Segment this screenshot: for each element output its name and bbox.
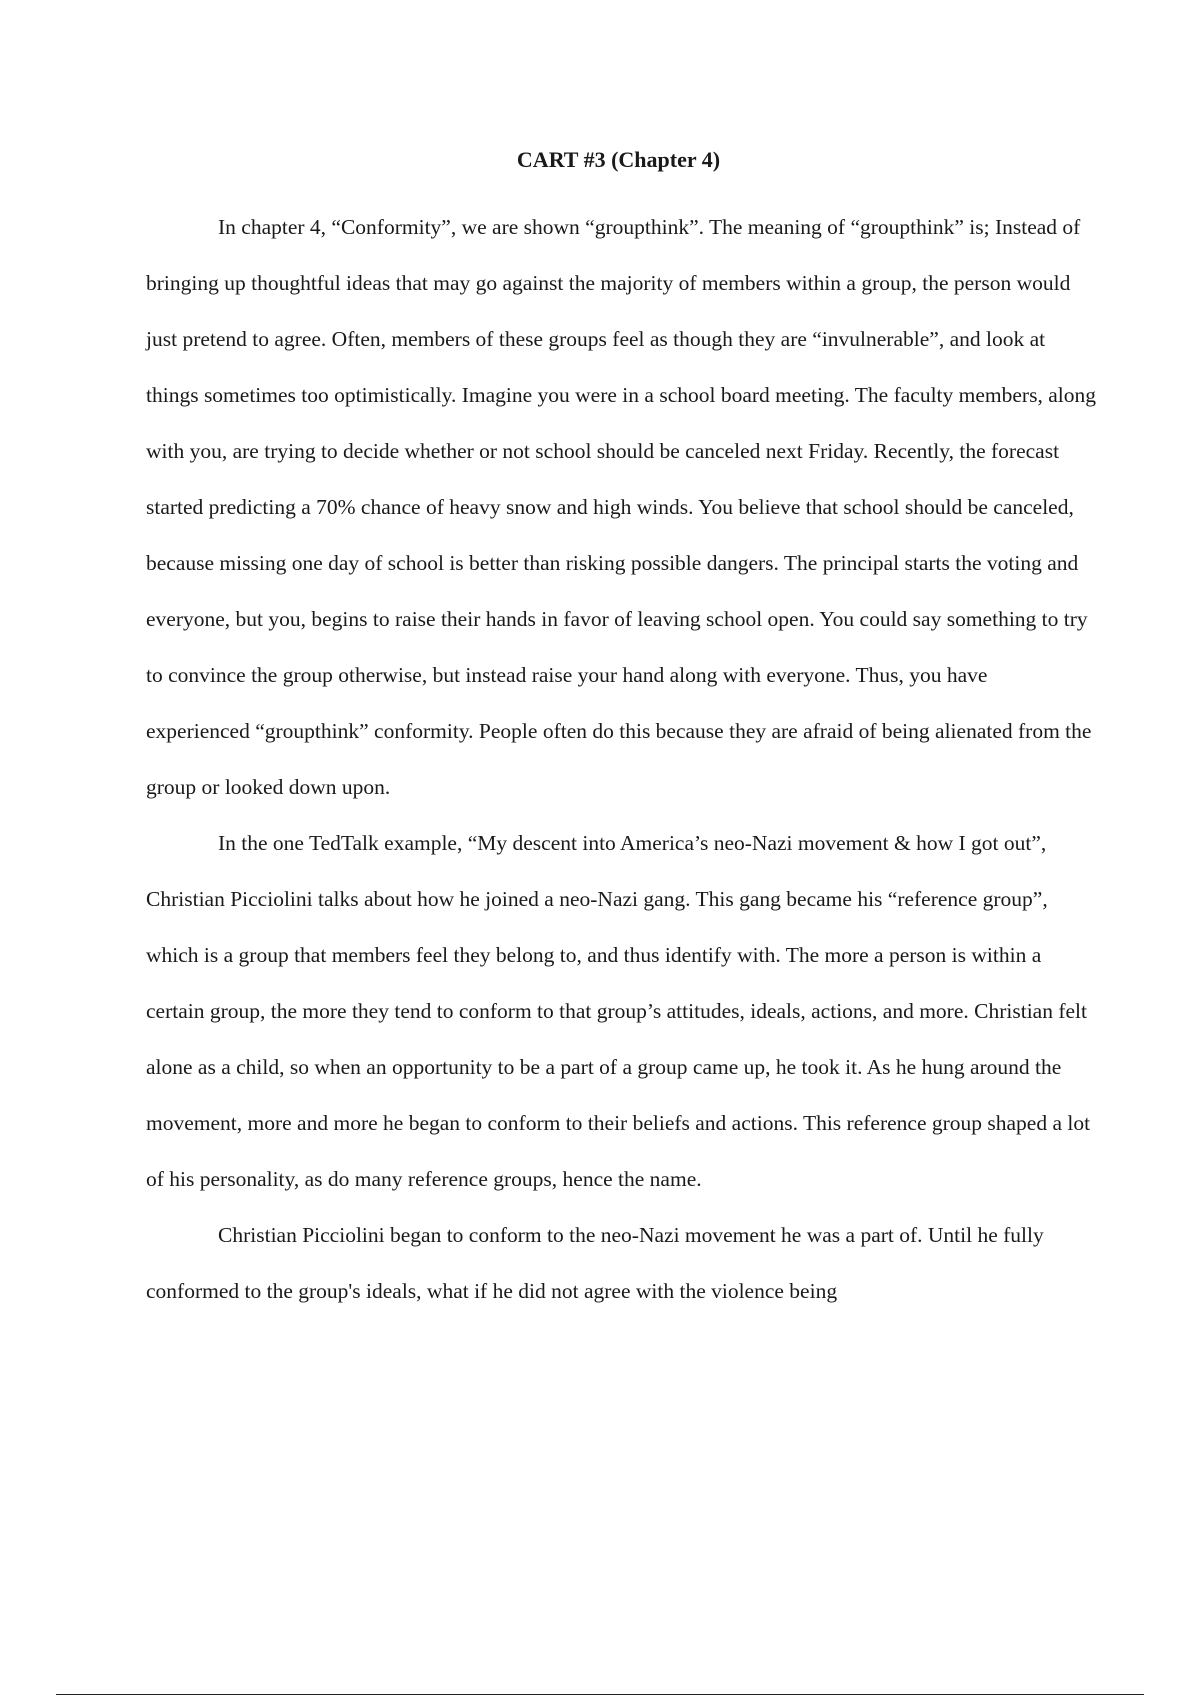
paragraph-reference-group: In the one TedTalk example, “My descent into America’s neo-Nazi movement & how I got out”, Christian Picciolini talks about how he joined a neo-Nazi gang. This gang became his “reference group”, which is a group that members feel they belong to, and thus identify with. The more a person is within a certain group, the more they tend to conform to that group’s attitudes, ideals, actions, and more. Christian felt alone as a child, so when an opportunity to be a part of a group came up, he took it. As he hung around the movement, more and more he began to conform to their beliefs and actions. This reference group shaped a lot of his personality, as do many reference groups, hence the name. (146, 831, 1091, 1191)
document-title: CART #3 (Chapter 4) (516, 147, 721, 172)
paragraph-groupthink: In chapter 4, “Conformity”, we are shown “groupthink”. The meaning of “groupthink” is; Instead of bringing up thoughtful ideas that may go against the majority of members within a group, the person would just pretend to agree. Often, members of these groups feel as though they are “invulnerable”, and look at things sometimes too optimistically. Imagine you were in a school board meeting. The faculty members, along with you, are trying to decide whether or not school should be canceled next Friday. Recently, the forecast started predicting a 70% chance of heavy snow and high winds. You believe that school should be canceled, because missing one day of school is better than risking possible dangers. The principal starts the voting and everyone, but you, begins to raise their hands in favor of leaving school open. You could say something to try to convince the group otherwise, but instead raise your hand along with everyone. Thus, you have experienced “groupthink” conformity. People often do this because they are afraid of being alienated from the group or looked down upon. (146, 215, 1096, 799)
document-body (146, 199, 1096, 1319)
paragraph-conformity: Christian Picciolini began to conform to the neo-Nazi movement he was a part of. Until he fully conformed to the group's ideals, what if he did not agree with the violence being (146, 1223, 1044, 1303)
page-bottom-divider (56, 1694, 1144, 1695)
